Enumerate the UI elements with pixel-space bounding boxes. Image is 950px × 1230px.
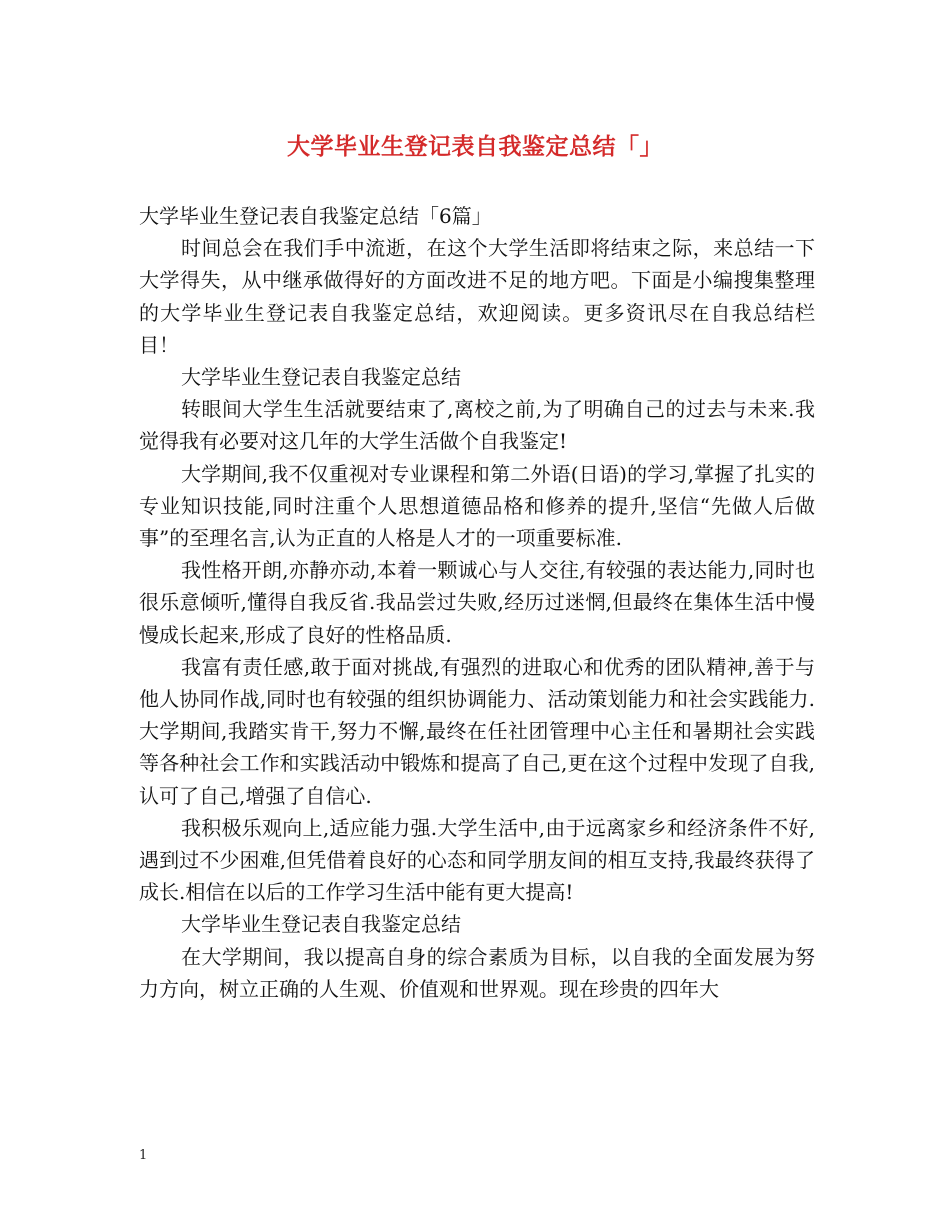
document-body bbox=[139, 200, 815, 1005]
document-title: 大学毕业生登记表自我鉴定总结「」 bbox=[287, 133, 663, 160]
section-heading-2: 大学毕业生登记表自我鉴定总结 bbox=[181, 912, 461, 937]
paragraph-4: 大学期间,我不仅重视对专业课程和第二外语(日语)的学习,掌握了扎实的专业知识技能,同时注重个人思想道德品格和修养的提升,坚信“先做人后做事”的至理名言,认为正直的人格是人才的一项重要标准. bbox=[139, 461, 815, 551]
paragraph-1: 时间总会在我们手中流逝，在这个大学生活即将结束之际，来总结一下大学得失，从中继承做得好的方面改进不足的地方吧。下面是小编搜集整理的大学毕业生登记表自我鉴定总结，欢迎阅读。更多资讯尽在自我总结栏目！ bbox=[139, 236, 815, 357]
paragraph-0: 大学毕业生登记表自我鉴定总结「6篇」 bbox=[139, 204, 492, 228]
paragraph-6: 我富有责任感,敢于面对挑战,有强烈的进取心和优秀的团队精神,善于与他人协同作战,同时也有较强的组织协调能力、活动策划能力和社会实践能力.大学期间,我踏实肯干,努力不懈,最终在任社团管理中心主任和暑期社会实践等各种社会工作和实践活动中锻炼和提高了自己,更在这个过程中发现了自我,认可了自己,增强了自信心. bbox=[139, 654, 815, 808]
paragraph-5: 我性格开朗,亦静亦动,本着一颗诚心与人交往,有较强的表达能力,同时也很乐意倾听,懂得自我反省.我品尝过失败,经历过迷惘,但最终在集体生活中慢慢成长起来,形成了良好的性格品质. bbox=[139, 558, 815, 647]
paragraph-9: 在大学期间，我以提高自身的综合素质为目标，以自我的全面发展为努力方向，树立正确的人生观、价值观和世界观。现在珍贵的四年大 bbox=[139, 944, 815, 1001]
section-heading-1: 大学毕业生登记表自我鉴定总结 bbox=[181, 365, 461, 390]
paragraph-7: 我积极乐观向上,适应能力强.大学生活中,由于远离家乡和经济条件不好,遇到过不少困难,但凭借着良好的心态和同学朋友间的相互支持,我最终获得了成长.相信在以后的工作学习生活中能有更大提高! bbox=[139, 815, 815, 905]
paragraph-3: 转眼间大学生生活就要结束了,离校之前,为了明确自己的过去与未来.我觉得我有必要对这几年的大学生活做个自我鉴定! bbox=[139, 397, 815, 454]
page-number: 1 bbox=[139, 1148, 148, 1163]
